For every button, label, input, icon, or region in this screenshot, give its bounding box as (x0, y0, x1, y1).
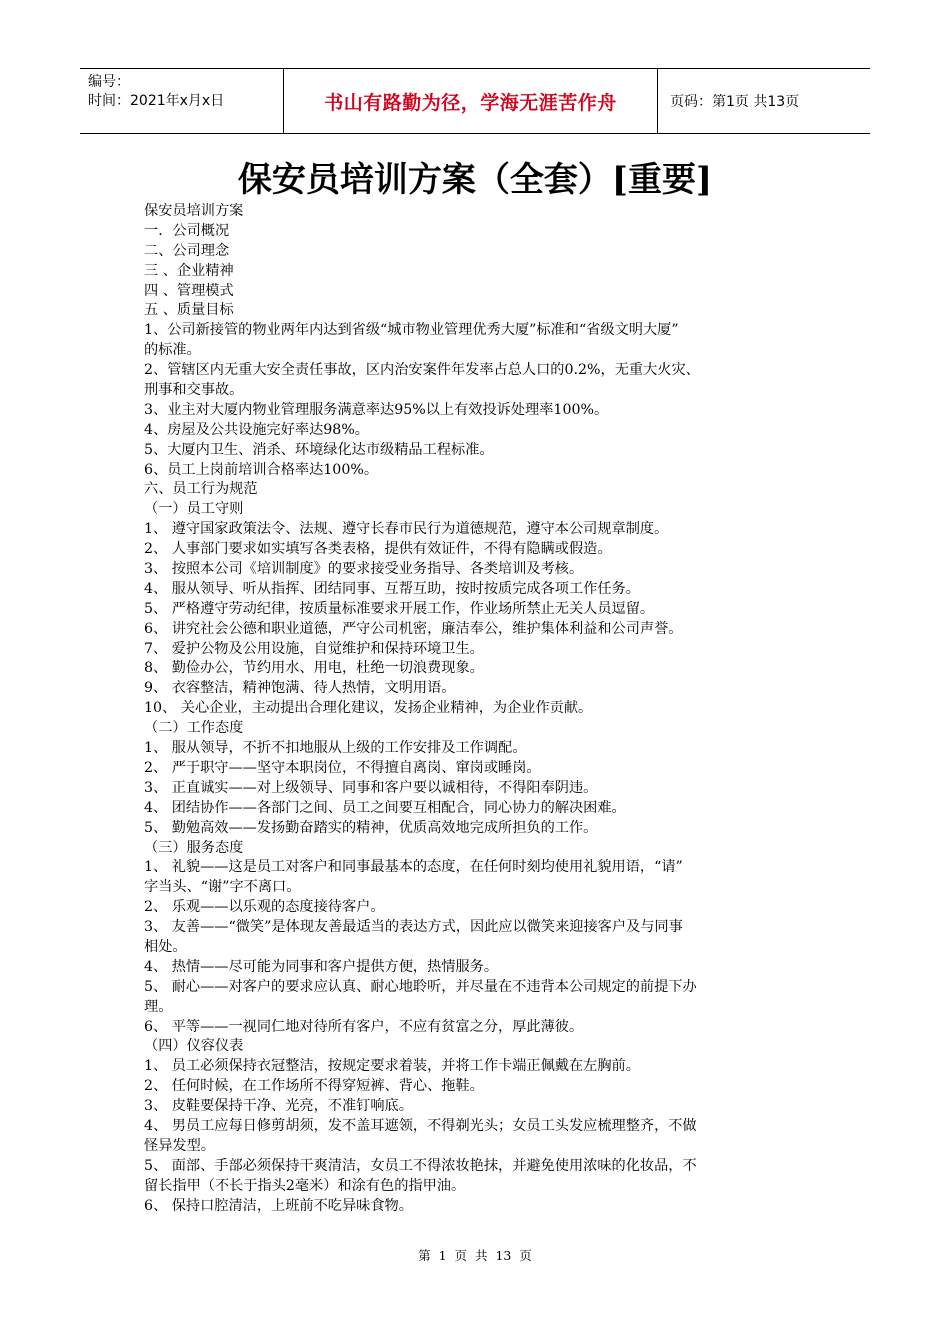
document-body (144, 202, 812, 1216)
text-line: 的标准。 (144, 342, 201, 359)
text-line: 5、 严格遵守劳动纪律，按质量标准要求开展工作，作业场所禁止无关人员逗留。 (144, 600, 655, 617)
header-motto: 书山有路勤为径，学海无涯苦作舟 (283, 69, 658, 133)
text-line: 4、 团结协作——各部门之间、员工之间要互相配合，同心协力的解决困难。 (144, 799, 626, 816)
header-meta (80, 69, 283, 133)
text-line: 2、管辖区内无重大安全责任事故，区内治安案件年发率占总人口的0.2%，无重大火灾、 (144, 362, 700, 379)
serial-label: 编号： (88, 74, 130, 90)
text-line: 5、 勤勉高效——发扬勤奋踏实的精神，优质高效地完成所担负的工作。 (144, 819, 598, 836)
text-line: 保安员培训方案 (144, 203, 244, 219)
text-line: 四 、管理模式 (144, 282, 234, 299)
text-line: 字当头、“谢”字不离口。 (144, 879, 301, 896)
text-line: （一）员工守则 (144, 501, 244, 518)
text-line: （二）工作态度 (144, 720, 244, 737)
text-line: 五 、质量目标 (144, 302, 234, 319)
text-line: 留长指甲（不长于指头2毫米）和涂有色的指甲油。 (144, 1177, 466, 1194)
text-line: 二、公司理念 (144, 242, 230, 259)
text-line: 一．公司概况 (144, 222, 230, 239)
text-line: 1、公司新接管的物业两年内达到省级“城市物业管理优秀大厦”标准和“省级文明大厦” (144, 322, 679, 339)
time-label: 时间：2021年x月x日 (88, 93, 225, 109)
text-line: 2、 乐观——以乐观的态度接待客户。 (144, 899, 385, 916)
text-line: （四）仪容仪表 (144, 1038, 244, 1055)
text-line: 3、 按照本公司《培训制度》的要求接受业务指导、各类培训及考核。 (144, 561, 584, 578)
text-line: 六、员工行为规范 (144, 481, 258, 498)
text-line: 3、 正直诚实——对上级领导、同事和客户要以诚相待，不得阳奉阴违。 (144, 779, 598, 796)
text-line: 1、 服从领导，不折不扣地服从上级的工作安排及工作调配。 (144, 740, 527, 757)
text-line: 4、 服从领导、听从指挥、团结同事、互帮互助，按时按质完成各项工作任务。 (144, 580, 640, 597)
text-line: 三 、企业精神 (144, 262, 234, 279)
text-line: 10、 关心企业，主动提出合理化建议，发扬企业精神，为企业作贡献。 (144, 700, 593, 717)
page-footer: 第 1 页 共 13 页 (418, 1248, 532, 1263)
text-line: 4、房屋及公共设施完好率达98%。 (144, 421, 369, 438)
text-line: 6、 保持口腔清洁，上班前不吃异味食物。 (144, 1197, 413, 1214)
text-line: 4、 热情——尽可能为同事和客户提供方便，热情服务。 (144, 958, 499, 975)
text-line: 3、业主对大厦内物业管理服务满意率达95%以上有效投诉处理率100%。 (144, 401, 609, 418)
text-line: 8、 勤俭办公，节约用水、用电，杜绝一切浪费现象。 (144, 660, 484, 677)
text-line: 4、 男员工应每日修剪胡须，发不盖耳遮领，不得剃光头；女员工头发应梳理整齐，不做 (144, 1117, 697, 1134)
header-page-info: 页码：第1页 共13页 (670, 94, 800, 110)
text-line: 2、 任何时候，在工作场所不得穿短裤、背心、拖鞋。 (144, 1078, 484, 1095)
text-line: 5、 耐心——对客户的要求应认真、耐心地聆听，并尽量在不违背本公司规定的前提下办 (144, 978, 697, 995)
text-line: 6、员工上岗前培训合格率达100%。 (144, 461, 379, 478)
text-line: 刑事和交事故。 (144, 382, 244, 399)
text-line: 怪异发型。 (144, 1137, 215, 1154)
page-header (80, 68, 870, 134)
text-line: 1、 礼貌——这是员工对客户和同事最基本的态度，在任何时刻均使用礼貌用语，“请” (144, 859, 683, 876)
text-line: 2、 人事部门要求如实填写各类表格，提供有效证件，不得有隐瞒或假造。 (144, 541, 612, 558)
document-title: 保安员培训方案（全套）[重要] (237, 160, 713, 200)
text-line: 9、 衣容整洁，精神饱满、待人热情，文明用语。 (144, 680, 456, 697)
text-line: 5、 面部、手部必须保持干爽清洁，女员工不得浓妆艳抹，并避免使用浓味的化妆品，不 (144, 1157, 697, 1174)
text-line: 相处。 (144, 938, 187, 955)
text-line: 2、 严于职守——坚守本职岗位，不得擅自离岗、窜岗或睡岗。 (144, 759, 541, 776)
text-line: 5、大厦内卫生、消杀、环境绿化达市级精品工程标准。 (144, 441, 494, 458)
text-line: 7、 爱护公物及公用设施，自觉维护和保持环境卫生。 (144, 640, 484, 657)
text-line: 1、 员工必须保持衣冠整洁，按规定要求着装，并将工作卡端正佩戴在左胸前。 (144, 1058, 640, 1075)
text-line: 6、 平等——一视同仁地对待所有客户，不应有贫富之分，厚此薄彼。 (144, 1018, 584, 1035)
text-line: 3、 皮鞋要保持干净、光亮，不准钉响底。 (144, 1098, 413, 1115)
text-line: （三）服务态度 (144, 839, 244, 856)
text-line: 6、 讲究社会公德和职业道德，严守公司机密，廉洁奉公，维护集体利益和公司声誉。 (144, 620, 683, 637)
text-line: 3、 友善——“微笑”是体现友善最适当的表达方式，因此应以微笑来迎接客户及与同事 (144, 919, 683, 936)
text-line: 理。 (144, 998, 173, 1015)
text-line: 1、 遵守国家政策法令、法规、遵守长春市民行为道德规范，遵守本公司规章制度。 (144, 521, 669, 538)
